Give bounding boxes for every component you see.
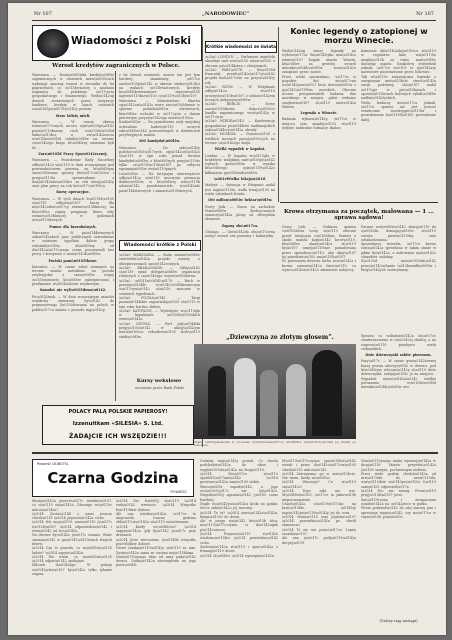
headline-kursy: Kursy wekslowe <box>136 378 182 384</box>
eagle-emblem-icon <box>37 29 69 58</box>
article-text-krotkie: \u25a0 WARSZAWA. — Rada ministr\u00f3w zatwierdzi\u0142a projekt ustawy o ubezpieczeniach spo\u0142ecznych. \u25a0 KRAK\u00d3W. — Odby\u0142 si\u0119 zjazd delegat\u00f3w organizacji rolniczych z ca\u0142ego wojew\u00f3dztwa. \u25a0 \u0141\u00d3D\u0179. — Ruch w przemy\u015ble w\u0142\u00f3kienniczym o\u017cywi\u0142 si\u0119 znacznie w ostatnich tygodniach. \u25a0 POZNA\u0143. — Targi pozna\u0144skie zapowiadaj\u0105 si\u0119 w tym roku bardzo obficie. \u25a0 KATOWICE. — Wydobycie w\u0119gla w kopalniach \u015bl\u0105skich wzros\u0142o. \u25a0 GDYNIA. — Port gdy\u0144ski przyj\u0105\u0142 w ubieg\u0142ym miesi\u0105cu rekordow\u0105 liczb\u0119 statk\u00f3w. <box>119 253 200 339</box>
article-text-wineta-2: Kamienie uk\u0142adaj\u0105ce si\u0119 w regularne linie wzi\u0119to niegdy\u015b za ruiny mur\u00f3w dawnego miasta. Naukowcy stwierdzili jednak, \u017ce s\u0105 to g\u0142azy narzutowe pozostawione przez lodowiec. Tak wi\u0119c romantyczna legenda o zatopionym mie\u015bcie straci\u0142a swoje podstawy, cho\u0107 nadal \u017cyje w pie\u015bniach i opowie\u015bciach ludowych rybak\u00f3w nadba\u0142tyckich. Wielu badaczy uwa\u017ca jednak, \u017ce sprawa nie jest jeszcze ostatecznie rozstrzygni\u0119ta i poszukiwania b\u0119d\u0105 prowadzone dalej. <box>361 49 436 122</box>
ad-tagline: ŻADAJCIE ICH WSZĘDZIE!!! <box>69 433 167 440</box>
column-divider <box>115 71 116 401</box>
photo-figure <box>286 364 306 436</box>
serial-banner <box>32 459 194 497</box>
running-header <box>32 10 436 21</box>
serial-kicker: POWIEŚĆ <box>170 490 187 494</box>
ad-brand: Izzenuitkam «SILESIA» S. Ltd. <box>72 421 164 427</box>
continued-note: (Dalszy ciąg nastąpi) <box>379 619 418 623</box>
photo-figure <box>260 370 278 436</box>
serial-text-2: \u2014 Nie b\u00f3j si\u0119 \u2014 rzek\u0142 wreszcie. \u2014 Wszystko b\u0119dzie dobrze. Ale ona wiedzia\u0142a, \u017ce to nieprawda. Czarna godzina zbli\u017ca\u0142a si\u0119 nieuchronnie. \u2014 Kiedy wr\u00f3cisz? \u2014 zapyta\u0142a, gdy by\u0142 ju\u017c przy drzwiach. \u2014 Jutro wieczorem, je\u015bli wszystko p\u00f3jdzie dobrze. Drzwi zamkn\u0119\u0142y si\u0119 za nim. Zosta\u0142a sama ze swoimi my\u015blami. Nast\u0119pnego dnia od rana pada\u0142 deszcz. Czeka\u0142a niecierpliwie na jego powr\u00f3t. <box>116 499 196 568</box>
article-text-kursy: notowane przez Bank Polski <box>135 386 184 390</box>
article-text-krowa: Nowy Jork. — Ciekawa sprawa s\u0105dowa toczy si\u0119 obecnie przed tutejszym s\u0105dem. Farmer z okolic miasta kupi\u0142 krow\u0119, kt\u00f3ra okaza\u0142a si\u0119 by\u0107 umiej\u0119tnie pomalowana przez sprzedawc\u0119, aby ukry\u0107 jej prawdziw\u0105 ma\u015b\u0107. Po pierwszym deszczu farba zesz\u0142a i krowa zmieni\u0142a barw\u0119, co wywo\u0142a\u0142o zdumienie nabywcy. <box>282 225 356 272</box>
article-text-right: Sprawa ta wzbudzi\u0142a du\u017ce zainteresowanie w ca\u0142ej okolicy, a na rozpraw\u0119 przybywa wielu ciekawskich. Dwie dziewczynki zabite piorunem. Pary\u017c. — W czasie gwa\u0142townej burzy piorun uderzy\u0142 w drzewo, pod kt\u00f3rym schroni\u0142y si\u0119 dwie dziewczynki, zabijaj\u0105c je na miejscu. Wypadek wywo\u0142a\u0142 wielkie poruszenie w\u015br\u00f3d mieszka\u0144c\u00f3w wsi. <box>361 334 436 390</box>
photo-caption: Znana \u015bpiewaczka w otoczeniu m\u0142odzie\u017cy, kt\u00f3ra wr\u0119czy\u0142a jej kwiaty po koncercie. <box>194 441 356 448</box>
section-banner-krotkie-z-polski: Wiadomości krótkie z Polski <box>119 240 201 251</box>
article-text-wineta: Wed\u0142ug starej legendy na wybrze\u017cu Ba\u0142tyku mia\u0142o istnie\u0107 bogate miasto Wineta, kt\u00f3re za grzechy swoich mieszka\u0144c\u00f3w zosta\u0142o zatopione przez morze. Przez wieki opowiadano, \u017ce w pogodne dni mo\u017cna us\u0142ysze\u0107 bicie dzwon\u00f3w z g\u0142\u0119bin morskich. Obecnie uczeni przeprowadzili badania dna morskiego w miejscu, gdzie rzekomo znajdowa\u0107 si\u0119 mia\u0142a Wineta. Legenda o Winecie. Badania wykaza\u0142y, \u017ce w miejscu tym znajduj\u0105 si\u0119 jedynie naturalne formacje skalne. <box>282 49 356 131</box>
serial-text-3: Godziny mija\u0142y powoli. Co chwila podchodzi\u0142a do okna i wygl\u0105da\u0142a na drog\u0119. \u2014 Mo\u017ce si\u0119 sp\u00f3\u017ani\u0142 \u2014 pociesza\u0142a sam\u0105 siebie. Wiecz\u00f3r zapad\u0142, a jego wci\u0105\u017c nie by\u0142o. Niepok\u00f3j ogarnia\u0142 j\u0105 coraz bardziej. Nagle us\u0142ysza\u0142a kroki na ganku. Serce zabi\u0142o jej mocniej. \u2014 To ty? \u2014 zawo\u0142a\u0142a, biegn\u0105c do drzwi. Ale w progu sta\u0142 kto\u015b obcy, m\u0119\u017cczyzna w d\u0142ugim p\u0142aszczu. \u2014 Przynosz\u0119 z\u0142e wiadomo\u015bci \u2014 powiedzia\u0142 cicho. Zachwia\u0142a si\u0119 i opar\u0142a o framug\u0119 drzwi. \u2014 M\u00f3w \u2014 wyszepta\u0142a. <box>200 459 278 558</box>
photo-figure <box>312 350 342 436</box>
article-text-krowa-2: Farmer wni\u00f3s\u0142 skarg\u0119 do s\u0105du domagaj\u0105c si\u0119 zwrotu pieni\u0119dzy oraz odszkodowania. Sprzedawca twierdzi, \u017ce krowa zosta\u0142a sprzedana w takim stanie w jakim by\u0142a, a malowanie mia\u0142o charakter ozdobny. S\u0105d zarz\u0105dzi\u0142 przes\u0142uchanie \u015bwiadk\u00f3w i bieg\u0142ych weterynarzy. <box>361 225 436 272</box>
news-photograph <box>194 344 356 439</box>
headline-wzrost-kredytow: Wzrost kredytów zagranicznych w Polsce. <box>52 63 180 69</box>
serial-title: Czarna Godzina <box>47 469 179 487</box>
ad-polskie-papierosy <box>42 405 194 445</box>
ad-title: POLACY PALĄ POLSKIE PAPIEROSY! <box>68 409 168 415</box>
serial-author: Powieść DÜBSTEL <box>37 462 69 466</box>
headline-koniec-legendy: Koniec legendy o zatopionej w morzu Winecie. <box>290 27 428 45</box>
headline-dziewczyna: „Dziewczyna ze złotym głosem”. <box>226 334 334 341</box>
serial-text-1: Musia\u0142a przecie\u017c wiedzie\u0107, co si\u0119 sta\u0142o. Dlaczego wi\u0119c milcza\u0142a? \u2014 Zosta\u0144 z nami jeszcze chwil\u0119 \u2014 poprosi\u0142a cicho. \u2014 Nie mog\u0119, musz\u0119 ju\u017c i\u015b\u0107 \u2014 odpowiedzia\u0142 i wsta\u0142 od sto\u0142u. Na dworze by\u0142o ju\u017c ciemno. Wiatr szumia\u0142 w ga\u0142\u0119ziach starych drzew. \u2014 Czy to prawda, co m\u00f3wi\u0105 ludzie? \u2014 zapyta\u0142a. \u2014 Nie wiem, co m\u00f3wi\u0105 \u2014 odpar\u0142 spokojnie. Milczeli d\u0142ugo. W pokoju s\u0142ycha\u0107 by\u0142o tylko tykanie zegara. <box>32 499 112 577</box>
page-number-right: Nr 107 <box>416 11 434 17</box>
page-number-left: Nr 107 <box>34 11 52 17</box>
newspaper-page <box>8 3 446 635</box>
article-text-left: Warszawa. — Rozm\u00f3wka kredyt\u00f3w zagranicznych w ostatnich miesi\u0105cach wykazuje znaczny wzrost w stosunku do lat poprzednich, co \u015bwiadczy o zaufaniu zagranicy do polskiego \u017cycia gospodarczego i finansowego. Wed\u0142ug danych zestawionych przez instytucje bankowe, kredyty w latach ostatnich osi\u0105gn\u0119\u0142y poziom Strze lalisty mieli. Warszawa. — W czasie okresu wzmo\u017conych mrozu wyst\u0105pi\u0142 powi\u0119kszony ruch w\u015br\u00f3d ludno\u015bci, a zw\u0142aszcza w\u015br\u00f3d rolnik\u00f3w na terenie ca\u0142ego kraju, kt\u00f3rzy zmuszeni byli do ... Zarz\u0105d Pracy Spo\u0142ecznej. Warszawa. — Posiedzenie Rady Naczelnej odby\u0142o si\u0119 w dniu wczorajszym pod przewodnictwem prezesa, na kt\u00f3rym om\u00f3wiono sprawy bie\u017c\u0105ce i przyj\u0119to sprawozdanie z dzia\u0142alno\u015bci za rok ubieg\u0142y oraz plan pracy na rok bie\u017c\u0105cy. Kursy operacyjne. Warszawa. — W tych dniach b\u0119d\u0105 si\u0119 odbywa\u0107 kursy dla m\u0142odzie\u017cy rzemie\u015blniczej, na kt\u00f3re zapisy przyjmuje biuro izby rzemie\u015blniczej w godzinach urz\u0119dowych. Pomoc dla bezrobotnych. Warszawa. — W pa\u0144stwowych zak\u0142adach prac publicznych zatrudniono w ostatnim tygodniu dalsze grupy robotnik\u00f3w, kt\u00f3rzy od d\u0142u\u017cszego czasu pozostawali bez pracy i korzystali z zasi\u0142k\u00f3w. Pociski pami\u0105tkowe. Katowice. — W czasie robot ziemnych na terenie miasta natrafiono na pociski artyleryjskie z czas\u00f3w wojny \u015bwiatowej, kt\u00f3re zabezpieczono i przekazano w\u0142adzom wojskowym. Samolot nie wyl\u0105dowa\u0142. Pu\u0142tusk. — W dniu wczorajszym samolot wojskowy zmuszony by\u0142 do przymusowego l\u0105dowania na polach w pobli\u017cu miasta z powodu mg\u0142y. <box>32 73 114 312</box>
section-banner-krotkie-ze-swiata: Krótkie wiadomości ze świata <box>205 41 277 53</box>
photo-figure <box>234 358 256 436</box>
divider <box>32 452 438 454</box>
column-divider <box>278 27 279 202</box>
divider <box>280 202 438 203</box>
section-title: Wiadomości z Polski <box>71 35 191 47</box>
paper-name: „NARODOWIEC” <box>202 11 250 17</box>
headline-krowa: Krowa otrzymana za początek, malowana — 1 ... sprawa sądowa! <box>283 209 434 222</box>
article-text-swiat: \u25a0 LONDYN. — Parlament angielski obraduje nad now\u0105 ustaw\u0105 o obronie pa\u0144stwa i zbrojeniach. \u25a0 PARY\u017b. — Rz\u0105d francuski przed\u0142o\u017cy\u0142 projekt bud\u017cetu na przysz\u0142y rok. \u25a0 RZYM. — W Watykanie odby\u0142a si\u0119 uroczysto\u015b\u0107 z udzia\u0142em licznych pielgrzym\u00f3w. \u25a0 BERLIN. — Nowe zarz\u0105dzenia dotycz\u0105ce handlu zagranicznego wesz\u0142y w \u017cycie. \u25a0 WIEDE\u0143. — Konferencja gospodarcza pa\u0144stw naddunajskich zako\u0144czy\u0142a obrady. \u25a0 MOSKWA. — Donosz\u0105 o wielkich mrozach panuj\u0105cych na terenie ca\u0142ego kraju. Wielki wypadek w kopalni. Londyn. — W kopalni w\u0119gla w hrabstwie walijskim nast\u0105pi\u0142 wybuch gaz\u00f3w, w wyniku kt\u00f3rego zgin\u0119\u0142o kilkunastu g\u00f3rnik\u00f3w. \u201eWielka lekcja\u201d. Madryt. — Sytuacja w Hiszpanii nadal jest napi\u0119ta, walki trwaj\u0105 na wielu odcinkach frontu. 100 milion\u00f3w hektar\u00f3w. Nowy Jork. — Susza na zachodzie Stan\u00f3w Zjednoczonych zniszczy\u0142a plony na olbrzymim obszarze. Zapasy zbo\u017ca. Chicago. — Gie\u0142da zbo\u017cowa notuje wzrost cen pszenicy i kukurydzy. <box>205 55 275 239</box>
photo-figure <box>208 366 226 436</box>
section-banner-wiadomosci <box>32 25 202 61</box>
serial-text-5: Nast\u0119pnego ranka wyruszy\u0142a w drog\u0119. Miasto przywita\u0142o j\u0105 szarym, pochmurnym niebem. Przez wiele godzin chodzi\u0142a od urz\u0119du do urz\u0119du, wsz\u0119dzie s\u0142ysz\u0105c t\u0119 sam\u0105 odpowied\u017a. \u2014 Nic nie wiemy. Prosz\u0119 przyj\u015b\u0107 jutro. Zm\u0119czona i zrozpaczona usiad\u0142a na \u0142awce w parku. Wtem podszed\u0142 do niej starszy pan i uprzejmie zapyta\u0142, czy mo\u017ce w czym\u015b pom\u00f3c. <box>361 459 436 519</box>
serial-text-4: M\u0119\u017cczyzna spu\u015bci\u0142 wzrok i przez d\u0142u\u017csz\u0105 chwil\u0119 milcza\u0142. \u2014 Zatrzymano go w mie\u015bcie. Nie wiem, kiedy wr\u00f3ci. \u2014 Dlaczego? Co si\u0119 sta\u0142o? \u2014 Tego nikt nie wie. M\u00f3wi\u0105, \u017ce to jakie\u015b nieporozumienie. Usiad\u0142a ci\u0119\u017cko na krze\u015ble. \u0141zy nap\u0142yn\u0119\u0142y jej do oczu. \u2014 Musz\u0119 tam pojecha\u0107 \u2014 powiedzia\u0142a po chwili stanowczo. \u2014 To nic nie pomo\u017ce. Lepiej zaczeka\u0107. Ale ona ju\u017c podj\u0119\u0142a decyzj\u0119. <box>282 459 356 545</box>
article-text-left-2: z lat dwuch ostatnich, wzrost ten jest tym bardziej znamienny, \u017ce nast\u0105pi\u0142 w okresie trudno\u015bci na rynkach \u015bwiatowych. Kredyty kr\u00f3tkoterminowe stanowi\u0105 najwi\u0119ksz\u0105 cz\u0119\u015b\u0107. Warszawa. — Ministerstwo Skarbu og\u0142osi\u0142o nowe zarz\u0105dzenie w sprawie podatk\u00f3w obrotowych, kt\u00f3re wchodzi w \u017cycie z dniem pierwszym przysz\u0142ego miesi\u0105ca. Krak\u00f3w. — Na posiedzeniu rady miejskiej uchwalono budow\u0119 nowych szk\u00f3\u0142 powszechnych w dzielnicach peryferyjnych miasta. 200 kandydat\u00f3w. Warszawa. — Do szko\u0142y podchor\u0105\u017cych zg\u0142osi\u0142o si\u0119 w tym roku ponad dwustu kandydat\u00f3w, z kt\u00f3rych przyj\u0119to tylko cz\u0119\u015b\u0107 po odbyciu egzamin\u00f3w wst\u0119pnych. Lw\u00f3w. — Na tutejszym uniwersytecie odby\u0142a si\u0119 uroczysta promocja doktor\u00f3w, w kt\u00f3rej wzi\u0119li udzia\u0142 przedstawiciele w\u0142adz pa\u0144stwowych i samorz\u0105dowych. <box>119 73 200 193</box>
